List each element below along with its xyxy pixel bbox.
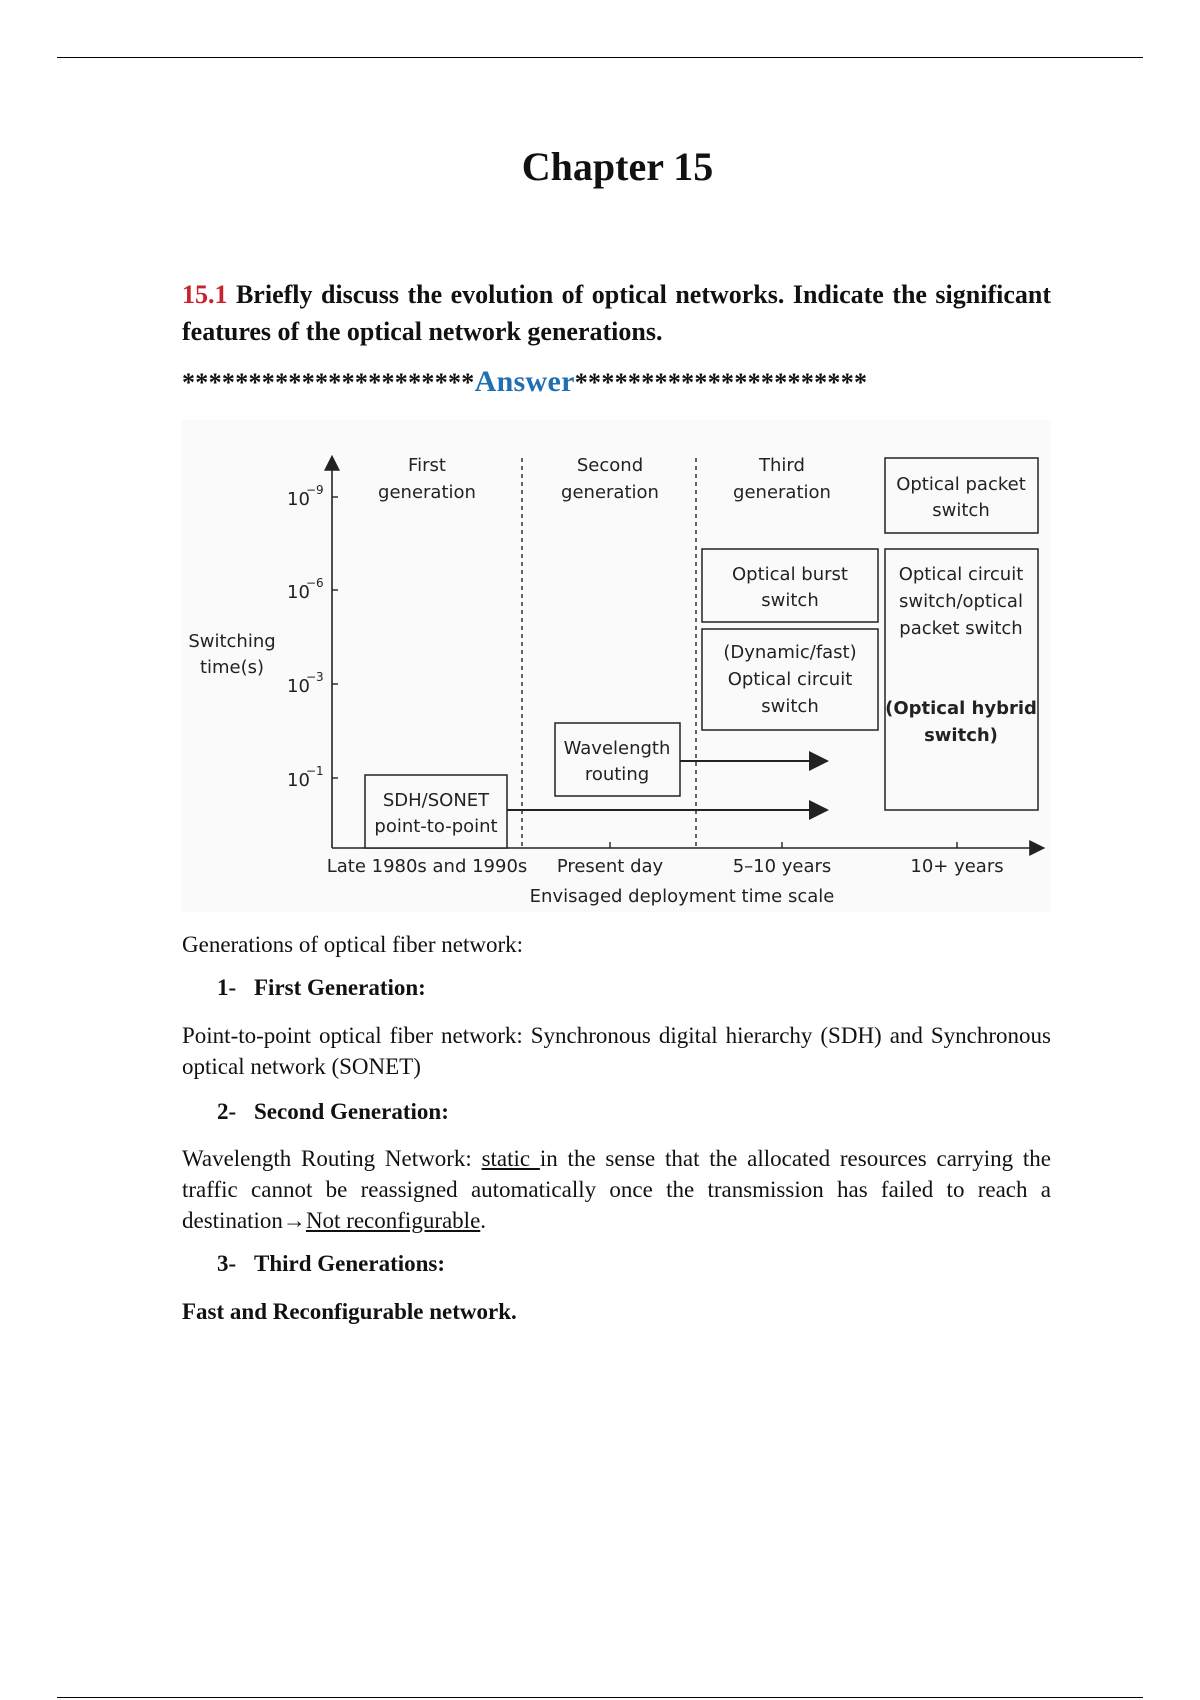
section-2-text-part2: in the sense that the allocated resources carrying the traffic cannot be reassigned automatically once the transmission has failed to reach a destination→ — [182, 1146, 1052, 1233]
x-tick-label-4: 10+ years — [910, 856, 1004, 877]
optical-hybrid-switch-box — [885, 549, 1038, 810]
x-tick-label-2: Present day — [556, 856, 664, 877]
gen-second-line1: Second — [576, 455, 644, 476]
y-tick-1-base: 10 — [287, 489, 310, 510]
hybrid-box-line3: packet switch — [899, 618, 1023, 639]
x-tick-label-1: Late 1980s and 1990s — [326, 856, 528, 877]
section-2-underline-static: static — [481, 1146, 540, 1171]
top-rule — [57, 57, 1143, 58]
section-1-heading — [217, 975, 1086, 1001]
gen-second-line2: generation — [561, 482, 659, 503]
section-1-text: Point-to-point optical fiber network: Synchronous digital hierarchy (SDH) and Synchronous optical network (SONET) — [182, 1023, 1051, 1079]
x-axis-label: Envisaged deployment time scale — [529, 886, 835, 907]
y-axis-label-line1: Switching — [188, 631, 276, 652]
page-title: Chapter 15 — [521, 144, 714, 189]
hybrid-box-line2: switch/optical — [899, 591, 1023, 612]
gen-third-line1: Third — [759, 455, 805, 476]
circuit-box-line3: switch — [761, 696, 819, 717]
burst-box-line2: switch — [761, 590, 819, 611]
section-1-title: First Generation: — [254, 975, 426, 1000]
gen-third-line2: generation — [733, 482, 831, 503]
answer-stars-left: ********************** — [182, 368, 475, 397]
y-axis-label-line2: time(s) — [199, 657, 265, 678]
sdh-sonet-box — [365, 775, 507, 848]
y-tick-4-base: 10 — [287, 770, 310, 791]
section-2-text-part1: Wavelength Routing Network: — [182, 1146, 482, 1171]
y-tick-4-exp: −1 — [306, 764, 324, 778]
sdh-box-line1: SDH/SONET — [382, 790, 490, 811]
hybrid-box-line4: (Optical hybrid — [885, 698, 1037, 719]
burst-box-line1: Optical burst — [732, 564, 848, 585]
packet-box-line2: switch — [932, 500, 990, 521]
section-3-number: 3- — [217, 1251, 237, 1276]
y-tick-3-base: 10 — [287, 676, 310, 697]
question-block — [182, 276, 1051, 350]
optical-network-evolution-figure — [182, 420, 1051, 912]
body-intro: Generations of optical fiber network: — [182, 932, 524, 957]
hybrid-box-line5: switch) — [924, 725, 998, 746]
section-3-title: Third Generations: — [254, 1251, 446, 1276]
y-tick-1-exp: −9 — [306, 483, 324, 497]
circuit-box-line2: Optical circuit — [727, 669, 853, 690]
y-tick-2-base: 10 — [287, 582, 310, 603]
question-text: Briefly discuss the evolution of optical networks. Indicate the significant features of the optical network generations. — [182, 280, 1051, 346]
packet-box-line1: Optical packet — [896, 474, 1026, 495]
y-tick-2-exp: −6 — [306, 576, 324, 590]
answer-stars-right: ********************** — [574, 368, 868, 397]
y-tick-3-exp: −3 — [306, 670, 324, 684]
bottom-rule — [57, 1697, 1143, 1698]
section-2-text-end: . — [480, 1208, 487, 1233]
section-3-text: Fast and Reconfigurable network. — [182, 1299, 517, 1324]
optical-packet-switch-box — [885, 458, 1038, 533]
circuit-box-line1: (Dynamic/fast) — [723, 642, 857, 663]
sdh-box-line2: point-to-point — [374, 816, 498, 837]
section-2-title: Second Generation: — [254, 1099, 449, 1124]
gen-first-line1: First — [408, 455, 446, 476]
section-3-heading — [217, 1251, 1086, 1277]
section-2-text — [182, 1143, 1051, 1236]
answer-banner — [182, 365, 1051, 399]
question-number: 15.1 — [182, 280, 228, 309]
wavelength-routing-box — [555, 723, 680, 796]
section-2-heading — [217, 1099, 1086, 1125]
answer-label: Answer — [474, 365, 575, 398]
wavelength-box-line2: routing — [584, 764, 650, 785]
hybrid-box-line1: Optical circuit — [898, 564, 1024, 585]
section-2-number: 2- — [217, 1099, 237, 1124]
gen-first-line2: generation — [378, 482, 476, 503]
wavelength-box-line1: Wavelength — [563, 738, 671, 759]
section-2-underline-not-reconfigurable: Not reconfigurable — [305, 1208, 481, 1233]
x-tick-label-3: 5–10 years — [732, 856, 832, 877]
figure-svg — [182, 420, 1051, 912]
optical-burst-switch-box — [702, 549, 878, 622]
section-1-number: 1- — [217, 975, 237, 1000]
